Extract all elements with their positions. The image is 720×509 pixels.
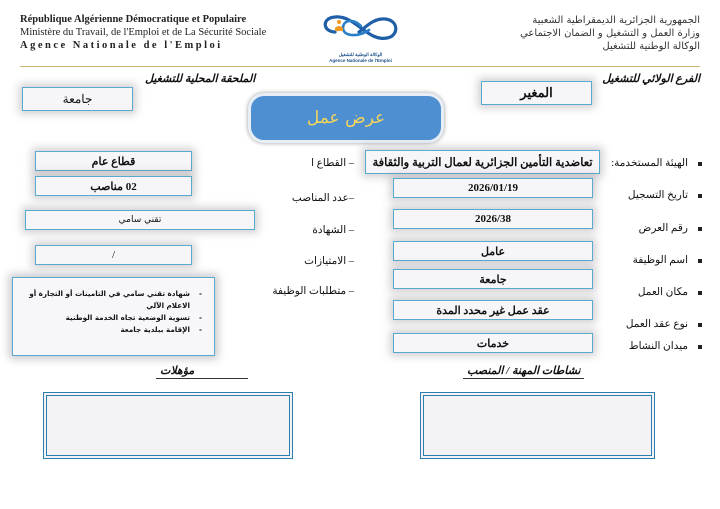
bullet-icon bbox=[698, 323, 702, 327]
bullet-icon bbox=[698, 259, 702, 263]
requirements-list bbox=[21, 288, 200, 336]
regional-branch-label: الفرع الولائي للتشغيل bbox=[602, 73, 700, 85]
contract-type-value: عقد عمل غير محدد المدة bbox=[393, 300, 593, 320]
label-registration-date: تاريخ التسجيل bbox=[628, 189, 702, 201]
fr-line-republic: République Algérienne Démocratique et Populaire bbox=[20, 14, 247, 25]
label-workplace: مكان العمل bbox=[638, 286, 702, 298]
label-benefits: – الامتيازات bbox=[304, 256, 354, 267]
label-contract-type: نوع عقد العمل bbox=[626, 318, 702, 330]
ar-line-ministry: وزارة العمل و التشغيل و الضمان الاجتماعي bbox=[520, 28, 700, 39]
label-job-title: اسم الوظيفة bbox=[633, 254, 702, 266]
fr-line-ministry: Ministère du Travail, de l'Emploi et de La Sécurité Sociale bbox=[20, 27, 267, 38]
bullet-icon bbox=[698, 291, 702, 295]
regional-branch-value: المغير bbox=[481, 81, 592, 105]
activity-field-value: خدمات bbox=[393, 333, 593, 353]
benefits-value: / bbox=[35, 245, 192, 265]
label-positions-count: –عدد المناصب bbox=[291, 193, 354, 204]
qualifications-frame bbox=[43, 392, 293, 459]
label-employer: الهيئة المستخدمة: bbox=[611, 157, 702, 169]
local-branch-label: الملحقة المحلية للتشغيل bbox=[145, 73, 256, 85]
requirements-box bbox=[12, 277, 215, 356]
label-certificate: – الشهادة bbox=[312, 225, 354, 236]
workplace-value: جامعة bbox=[393, 269, 593, 289]
bullet-icon bbox=[698, 227, 702, 231]
activities-heading: نشاطات المهنة / المنصب bbox=[463, 364, 584, 379]
bullet-icon bbox=[698, 162, 702, 166]
label-job-requirements: – متطلبات الوظيفة bbox=[272, 286, 354, 297]
logo-caption-fr: Agence Nationale de l'Emploi bbox=[329, 58, 392, 63]
header-divider bbox=[20, 66, 700, 67]
requirement-item: - شهادة تقني سامي في التامينات أو التجارة أو الاعلام الآلي bbox=[21, 288, 190, 312]
bullet-icon bbox=[698, 194, 702, 198]
job-offer-title: عرض عمل bbox=[248, 93, 444, 143]
registration-date-value: 2026/01/19 bbox=[393, 178, 593, 198]
qualifications-heading: مؤهلات bbox=[156, 364, 248, 379]
bullet-icon bbox=[698, 345, 702, 349]
employer-value: تعاضدية التأمين الجزائرية لعمال التربية والثقافة bbox=[365, 150, 600, 174]
positions-count-value: 02 مناصب bbox=[35, 176, 192, 196]
anem-logo bbox=[313, 8, 408, 64]
requirement-item: - تسوية الوضعية تجاه الخدمة الوطنية bbox=[21, 312, 190, 324]
requirement-item: - الإقامة ببلدية جامعة bbox=[21, 324, 190, 336]
header-arabic bbox=[520, 14, 700, 53]
local-branch-value: جامعة bbox=[22, 87, 133, 111]
header-french bbox=[20, 13, 266, 52]
ar-line-agency: الوكالة الوطنية للتشغيل bbox=[602, 41, 700, 52]
offer-number-value: 2026/38 bbox=[393, 209, 593, 229]
certificate-value: تقني سامي bbox=[25, 210, 255, 230]
logo-caption-ar: الوكالة الوطنية للتشغيل bbox=[338, 52, 383, 57]
job-title-value: عامل bbox=[393, 241, 593, 261]
label-sector: – القطاع ا bbox=[311, 158, 354, 169]
activities-frame bbox=[420, 392, 655, 459]
sector-value: قطاع عام bbox=[35, 151, 192, 171]
ar-line-republic: الجمهورية الجزائرية الديمقراطية الشعبية bbox=[532, 15, 700, 26]
label-activity-field: ميدان النشاط bbox=[629, 340, 702, 352]
label-offer-number: رقم العرض bbox=[639, 222, 702, 234]
anem-logo-icon bbox=[313, 8, 408, 48]
fr-line-agency: Agence Nationale de l'Emploi bbox=[20, 40, 223, 51]
